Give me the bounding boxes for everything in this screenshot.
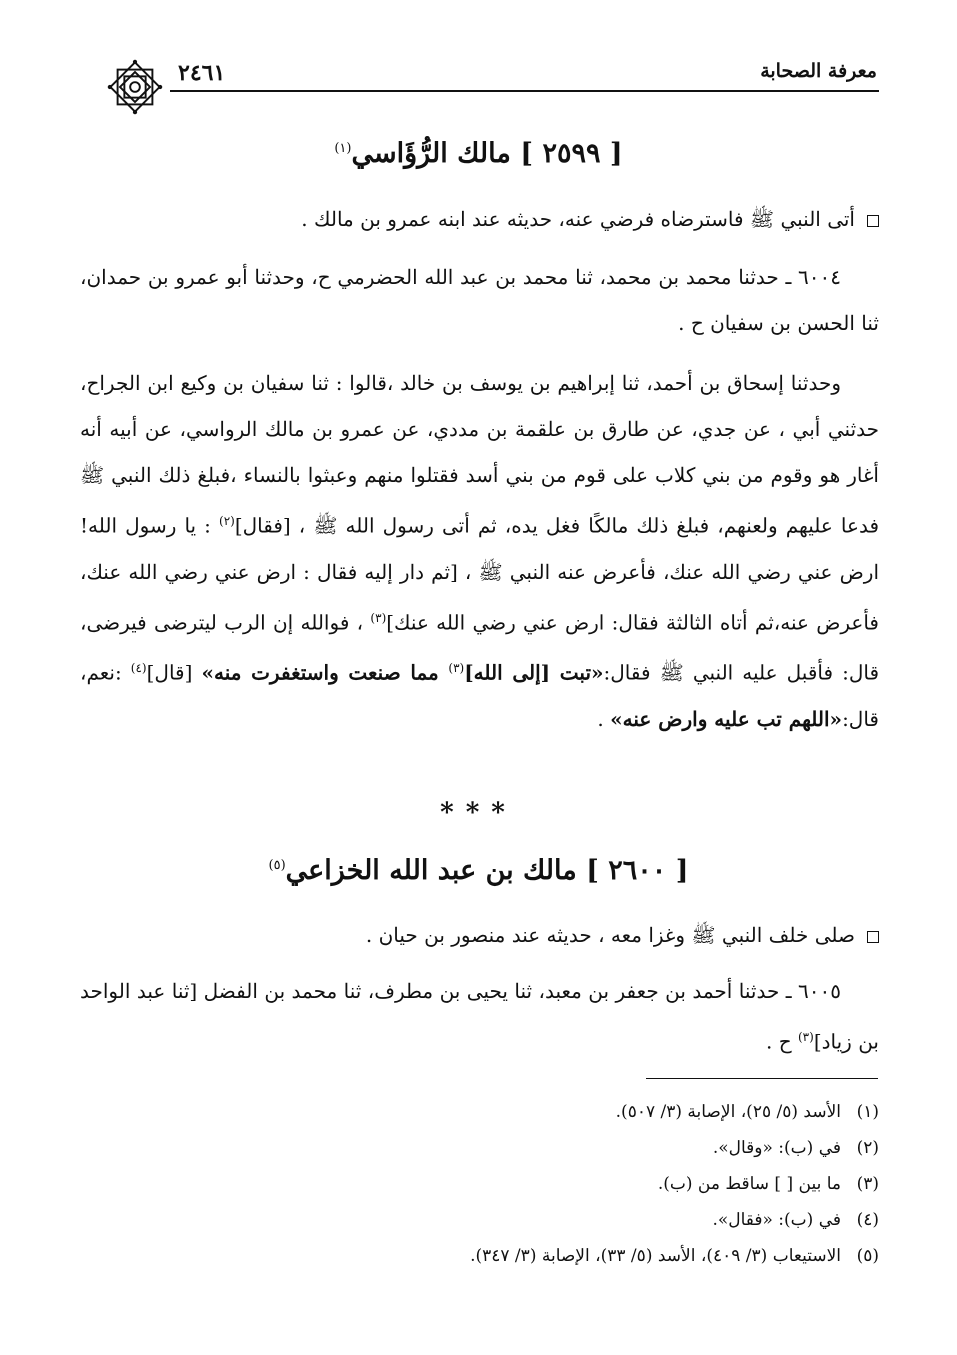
footnote-text: الأسد (٥/ ٢٥)، الإصابة (٣/ ٥٠٧). — [615, 1102, 841, 1122]
footnote-number: (٢) — [856, 1138, 879, 1158]
prophet-quote: «تبت [إلى الله] — [464, 660, 604, 685]
footnote-ref: (٢) — [219, 514, 235, 528]
prophet-quote: مما صنعت واستغفرت منه» — [201, 660, 449, 685]
footnote-text: في (ب): «فقال». — [712, 1210, 841, 1230]
entry-summary — [80, 196, 879, 242]
footnote-ref: (٣) — [448, 661, 465, 676]
hadith-text: : يا رسول الله! ارض عني رضي الله عنك، فأعرض عنه النبي ﷺ ، [ثم دار إليه فقال : ارض عني رضي الله عنك، فأعرض عنه،ثم أتاه الثالثة فقال: ارض عني رضي الله عنك] — [80, 513, 879, 635]
footnote-ref: (١) — [334, 141, 352, 156]
footnote-item — [80, 1238, 879, 1274]
entry-heading-2599 — [80, 138, 877, 169]
running-header-title: معرفة الصحابة — [760, 60, 877, 82]
header-rule — [170, 90, 879, 92]
square-bullet-icon — [867, 931, 879, 943]
footnote-number: (٣) — [856, 1174, 879, 1194]
footnote-text: الاستيعاب (٣/ ٤٠٩)، الأسد (٥/ ٣٣)، الإصابة (٣/ ٣٤٧). — [470, 1246, 841, 1266]
section-separator: *** — [440, 798, 517, 828]
page-number: ٢٤٦١ — [178, 60, 226, 86]
hadith-text: ، فوالله إن الرب ليترضى فيرضى، قال: فأقبل عليه النبي ﷺ فقال: — [80, 610, 880, 685]
summary-text: أتى النبي ﷺ فاسترضاه فرضي عنه، حديثه عند ابنه عمرو بن مالك . — [301, 207, 855, 231]
entry-summary — [80, 912, 879, 958]
hadith-text: [قال] — [146, 660, 202, 685]
footnote-ref: (٣) — [797, 1030, 814, 1044]
footnote-text: ما بين [ ] ساقط من (ب). — [657, 1174, 841, 1194]
footnote-ref: (٥) — [268, 858, 286, 873]
hadith-paragraph-6005 — [80, 968, 879, 1065]
hadith-text: وحدثنا إسحاق بن أحمد، ثنا إبراهيم بن يوسف بن خالد ،قالوا : ثنا سفيان بن وكيع ابن الجراح، حدثني أبي ، عن جدي، عن طارق بن علقمة بن مددي، عن عمرو بن مالك الرواسي، عن أبيه أنه أغار هو وقوم من بني كلاب على قوم من بني أسد فقتلوا منهم وعبثوا بالنساء ،فبلغ ذلك النبي ﷺ فدعا عليهم ولعنهم، فبلغ ذلك مالكًا فغل يده، ثم أتى رسول الله ﷺ ، [فقال] — [80, 371, 879, 538]
hadith-text: :نعم، قال: — [80, 660, 879, 731]
entry-heading-text: [ ٢٥٩٩ ] مالك الرُّؤَاسي — [351, 138, 623, 169]
entry-heading-2600 — [80, 855, 877, 886]
prophet-quote: «اللهم تب عليه وارض عنه» — [610, 706, 843, 731]
footnote-number: (١) — [856, 1102, 879, 1122]
footnotes — [80, 1094, 879, 1274]
square-bullet-icon — [867, 215, 879, 227]
footnote-item — [80, 1094, 879, 1130]
footnote-item — [80, 1202, 879, 1238]
footnote-rule — [646, 1078, 878, 1079]
footnote-item — [80, 1166, 879, 1202]
footnote-item — [80, 1130, 879, 1166]
hadith-text: ح . — [766, 1029, 798, 1054]
hadith-text: ٦٠٠٥ ـ حدثنا أحمد بن جعفر بن معبد، ثنا يحيى بن مطرف، ثنا محمد بن الفضل [ثنا عبد الواحد بن زياد] — [80, 979, 879, 1054]
summary-text: صلى خلف النبي ﷺ وغزا معه ، حديثه عند منصور بن حيان . — [365, 923, 855, 947]
footnote-ref: (٣) — [370, 610, 387, 625]
footnote-number: (٥) — [856, 1246, 879, 1266]
hadith-text: ٦٠٠٤ ـ حدثنا محمد بن محمد، ثنا محمد بن عبد الله الحضرمي ح، وحدثنا أبو عمرو بن حمدان، ثنا الحسن بن سفيان ح . — [80, 265, 879, 335]
hadith-paragraph-6004 — [80, 254, 879, 346]
footnote-ref: (٤) — [130, 661, 147, 676]
hadith-paragraph-continued — [80, 360, 879, 742]
footnote-text: في (ب): «وقال». — [712, 1138, 841, 1158]
footnote-number: (٤) — [856, 1210, 879, 1230]
hadith-text: . — [597, 706, 611, 731]
octagram-ornament-icon — [106, 58, 164, 116]
entry-heading-text: [ ٢٦٠٠ ] مالك بن عبد الله الخزاعي — [285, 855, 689, 886]
